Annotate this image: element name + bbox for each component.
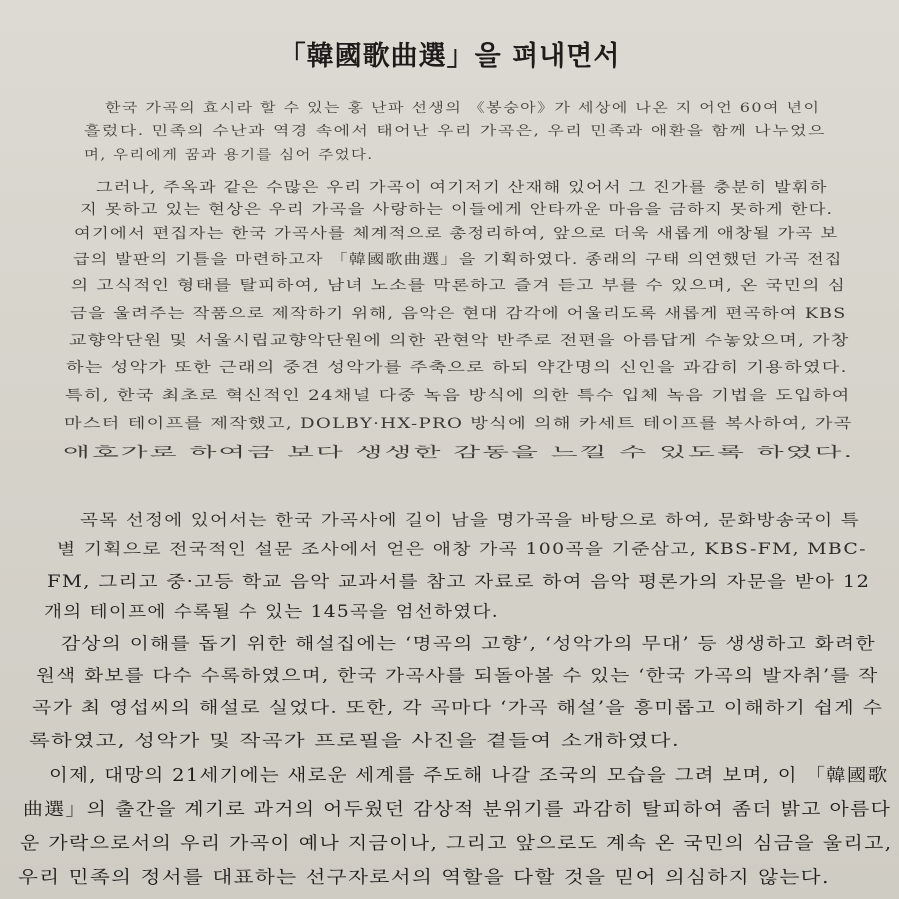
paragraph-2-line-9: 특히, 한국 최초로 혁신적인 24채널 다중 녹음 방식에 의한 특수 입체 녹음 기법을 도입하여: [65, 388, 851, 404]
paragraph-2-line-4: 급의 발판의 기틀을 마련하고자 「韓國歌曲選」을 기획하였다. 종래의 구태 의연했던 가곡 전집: [73, 252, 843, 268]
paragraph-3-line-4: 개의 테이프에 수록될 수 있는 145곡을 엄선하였다.: [44, 602, 499, 621]
paragraph-3-line-3: FM, 그리고 중·고등 학교 음악 교과서를 참고 자료로 하여 음악 평론가의 자문을 받아 12: [47, 572, 871, 591]
paragraph-2-line-5: 의 고식적인 형태를 탈피하여, 남녀 노소를 막론하고 즐겨 듣고 부를 수 있으며, 온 국민의 심: [71, 278, 847, 294]
paragraph-1-line-1: 한국 가곡의 효시라 할 수 있는 홍 난파 선생의 《봉숭아》가 세상에 나온 지 어언 60여 년이: [105, 101, 821, 116]
paragraph-2-line-1: 그러나, 주옥과 같은 수많은 우리 가곡이 여기저기 산재해 있어서 그 진가를 충분히 발휘하: [96, 180, 828, 196]
paragraph-5-line-3: 운 가락으로서의 우리 가곡이 예나 지금이나, 그리고 앞으로도 계속 온 국민의 심금을 울리고,: [20, 834, 893, 854]
paragraph-1-line-3: 며, 우리에게 꿈과 용기를 심어 주었다.: [84, 148, 374, 163]
paragraph-2-line-6: 금을 울려주는 작품으로 제작하기 위해, 음악은 현대 감각에 어울리도록 새롭게 편곡하여 KBS: [70, 306, 847, 322]
paragraph-2-line-7: 교향악단원 및 서울시립교향악단원에 의한 관현악 반주로 전편을 아름답게 수놓았으며, 가창: [69, 333, 850, 349]
paragraph-3-line-2: 별 기획으로 전국적인 설문 조사에서 얻은 애창 가곡 100곡을 기준삼고, KBS-FM, MBC-: [57, 540, 867, 558]
paragraph-5-line-1: 이제, 대망의 21세기에는 새로운 세계를 주도해 나갈 조국의 모습을 그려 보며, 이 「韓國歌: [49, 766, 889, 786]
paragraph-2-line-10: 마스터 테이프를 제작했고, DOLBY·HX-PRO 방식에 의해 카세트 테이프를 복사하여, 가곡: [64, 416, 853, 432]
paragraph-3-line-1: 곡목 선정에 있어서는 한국 가곡사에 길이 남을 명가곡을 바탕으로 하여, 문화방송국이 특: [80, 511, 860, 529]
paragraph-2-line-11: 애호가로 하여금 보다 생생한 감동을 느낄 수 있도록 하였다.: [63, 445, 855, 461]
paragraph-4-line-1: 감상의 이해를 돕기 위한 해설집에는 ‘명곡의 고향’, ‘성악가의 무대’ 등 생생하고 화려한: [61, 634, 876, 653]
page-title: 「韓國歌曲選」을 펴내면서: [278, 41, 621, 72]
paragraph-4-line-2: 원색 화보를 다수 수록하였으며, 한국 가곡사를 되돌아볼 수 있는 ‘한국 가곡의 발자취’를 작: [36, 666, 879, 685]
paragraph-1-line-2: 흘렀다. 민족의 수난과 역경 속에서 태어난 우리 가곡은, 우리 민족과 애환을 함께 나누었으: [84, 124, 826, 139]
paragraph-2-line-8: 하는 성악가 또한 근래의 중견 성악가를 주축으로 하되 약간명의 신인을 과감히 기용하였다.: [66, 360, 848, 376]
paragraph-4-line-3: 곡가 최 영섭씨의 해설로 실었다. 또한, 각 곡마다 ‘가곡 해설’을 흥미롭고 이해하기 쉽게 수: [32, 698, 884, 717]
paragraph-5-line-2: 曲選」의 출간을 계기로 과거의 어두웠던 감상적 분위기를 과감히 탈피하여 좀더 밝고 아름다: [23, 800, 892, 820]
paragraph-2-line-3: 여기에서 편집자는 한국 가곡사를 체계적으로 총정리하여, 앞으로 더욱 새롭게 애창될 가곡 보: [74, 226, 839, 242]
paragraph-4-line-4: 록하였고, 성악가 및 작곡가 프로필을 사진을 곁들여 소개하였다.: [29, 731, 681, 750]
paragraph-2-line-2: 지 못하고 있는 현상은 우리 가곡을 사랑하는 이들에게 안타까운 마음을 금하지 못하게 한다.: [80, 202, 834, 218]
paragraph-5-line-4: 우리 민족의 정서를 대표하는 선구자로서의 역할을 다할 것을 믿어 의심하지 않는다.: [18, 868, 830, 888]
